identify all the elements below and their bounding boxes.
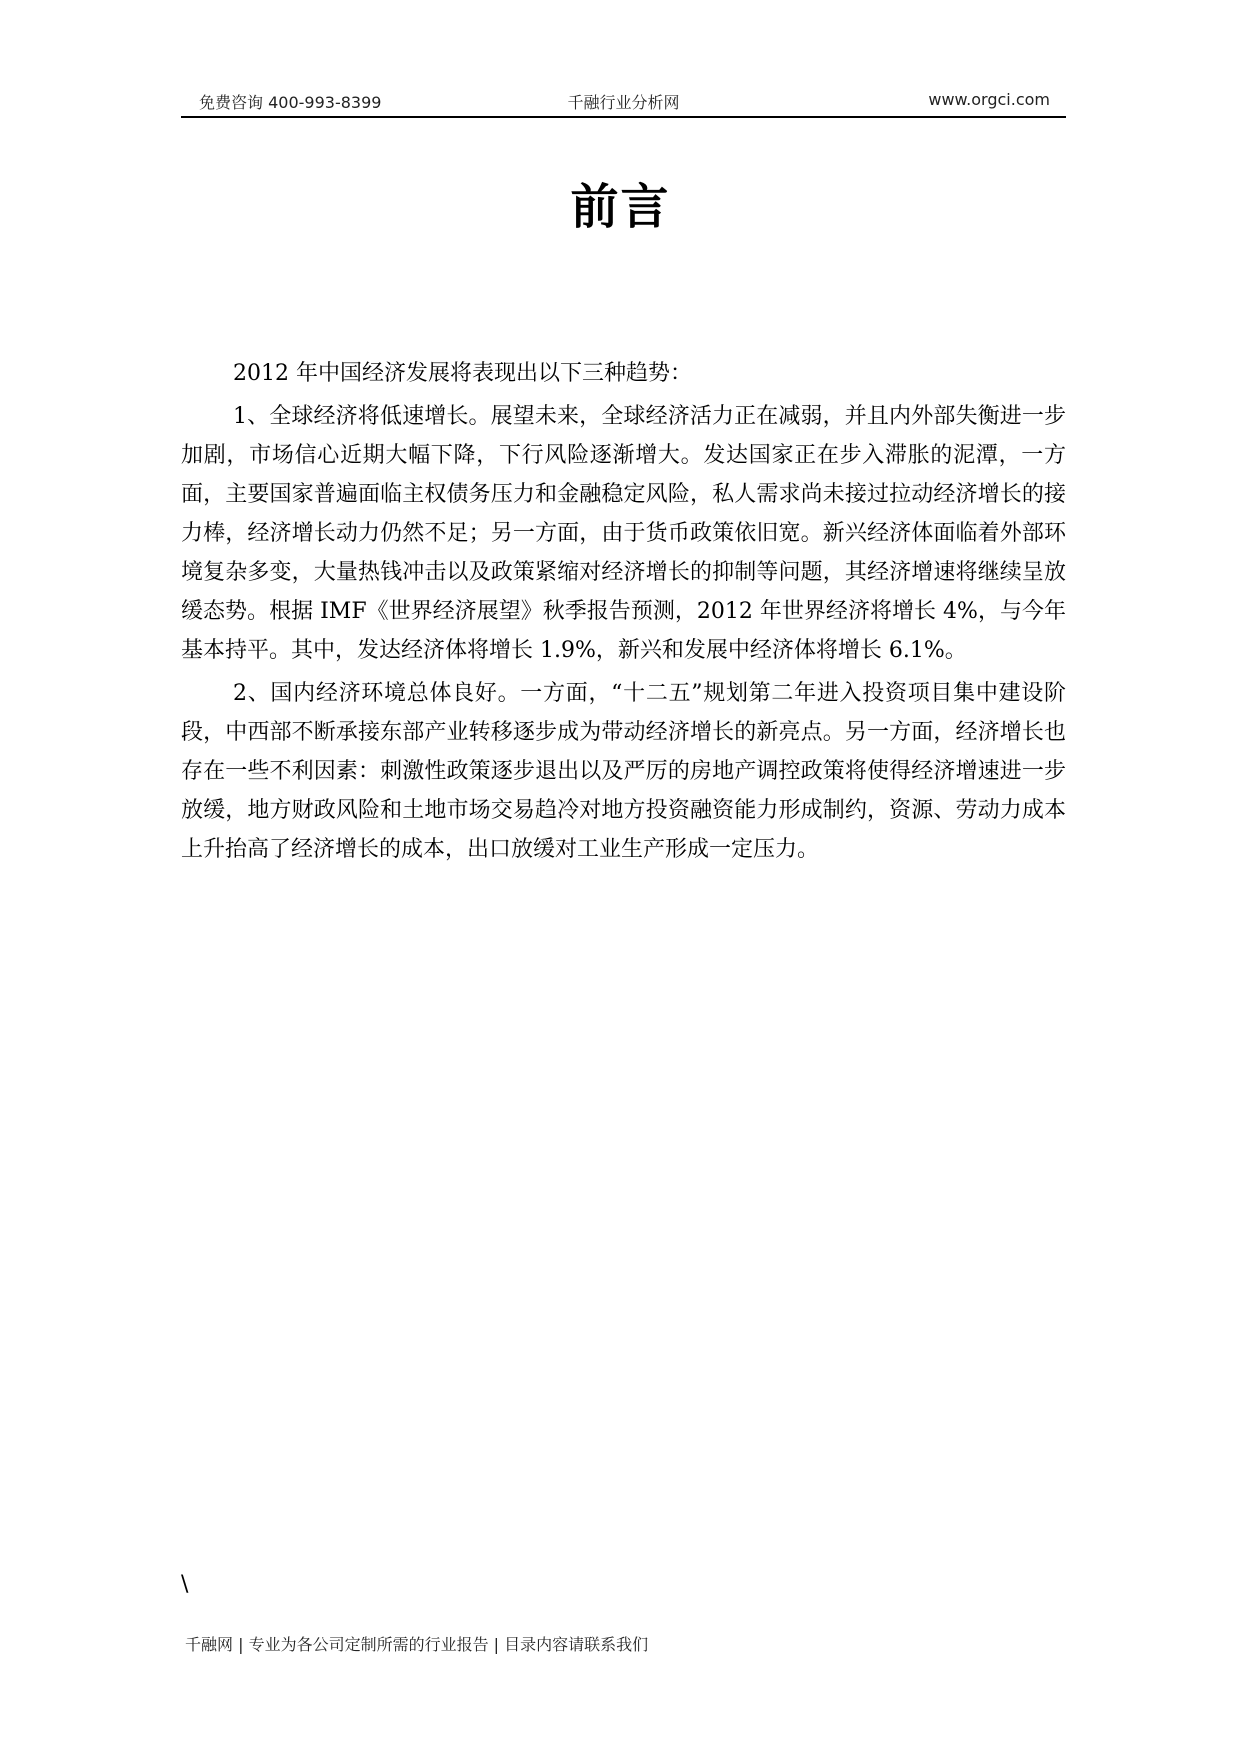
header-site-name: 千融行业分析网 (567, 93, 680, 112)
page-header (181, 86, 1066, 118)
intro-paragraph: 2012 年中国经济发展将表现出以下三种趋势： (233, 361, 692, 386)
stray-mark: \ (181, 1572, 189, 1597)
header-url: www.orgci.com (928, 90, 1050, 109)
body-text (181, 354, 1066, 873)
page-title: 前言 (570, 179, 671, 235)
page-footer: 千融网 | 专业为各公司定制所需的行业报告 | 目录内容请联系我们 (185, 1635, 649, 1654)
header-phone: 免费咨询 400-993-8399 (199, 93, 382, 112)
paragraph-domestic-economy: 2、国内经济环境总体良好。一方面，“十二五”规划第二年进入投资项目集中建设阶段，中西部不断承接东部产业转移逐步成为带动经济增长的新亮点。另一方面，经济增长也存在一些不利因素：刺激性政策逐步退出以及严厉的房地产调控政策将使得经济增速进一步放缓，地方财政风险和土地市场交易趋冷对地方投资融资能力形成制约，资源、劳动力成本上升抬高了经济增长的成本，出口放缓对工业生产形成一定压力。 (181, 681, 1066, 862)
paragraph-global-economy: 1、全球经济将低速增长。展望未来，全球经济活力正在减弱，并且内外部失衡进一步加剧，市场信心近期大幅下降，下行风险逐渐增大。发达国家正在步入滞胀的泥潭，一方面，主要国家普遍面临主权债务压力和金融稳定风险，私人需求尚未接过拉动经济增长的接力棒，经济增长动力仍然不足；另一方面，由于货币政策依旧宽。新兴经济体面临着外部环境复杂多变，大量热钱冲击以及政策紧缩对经济增长的抑制等问题，其经济增速将继续呈放缓态势。根据 IMF《世界经济展望》秋季报告预测，2012 年世界经济将增长 4%，与今年基本持平。其中，发达经济体将增长 1.9%，新兴和发展中经济体将增长 6.1%。 (181, 404, 1066, 663)
